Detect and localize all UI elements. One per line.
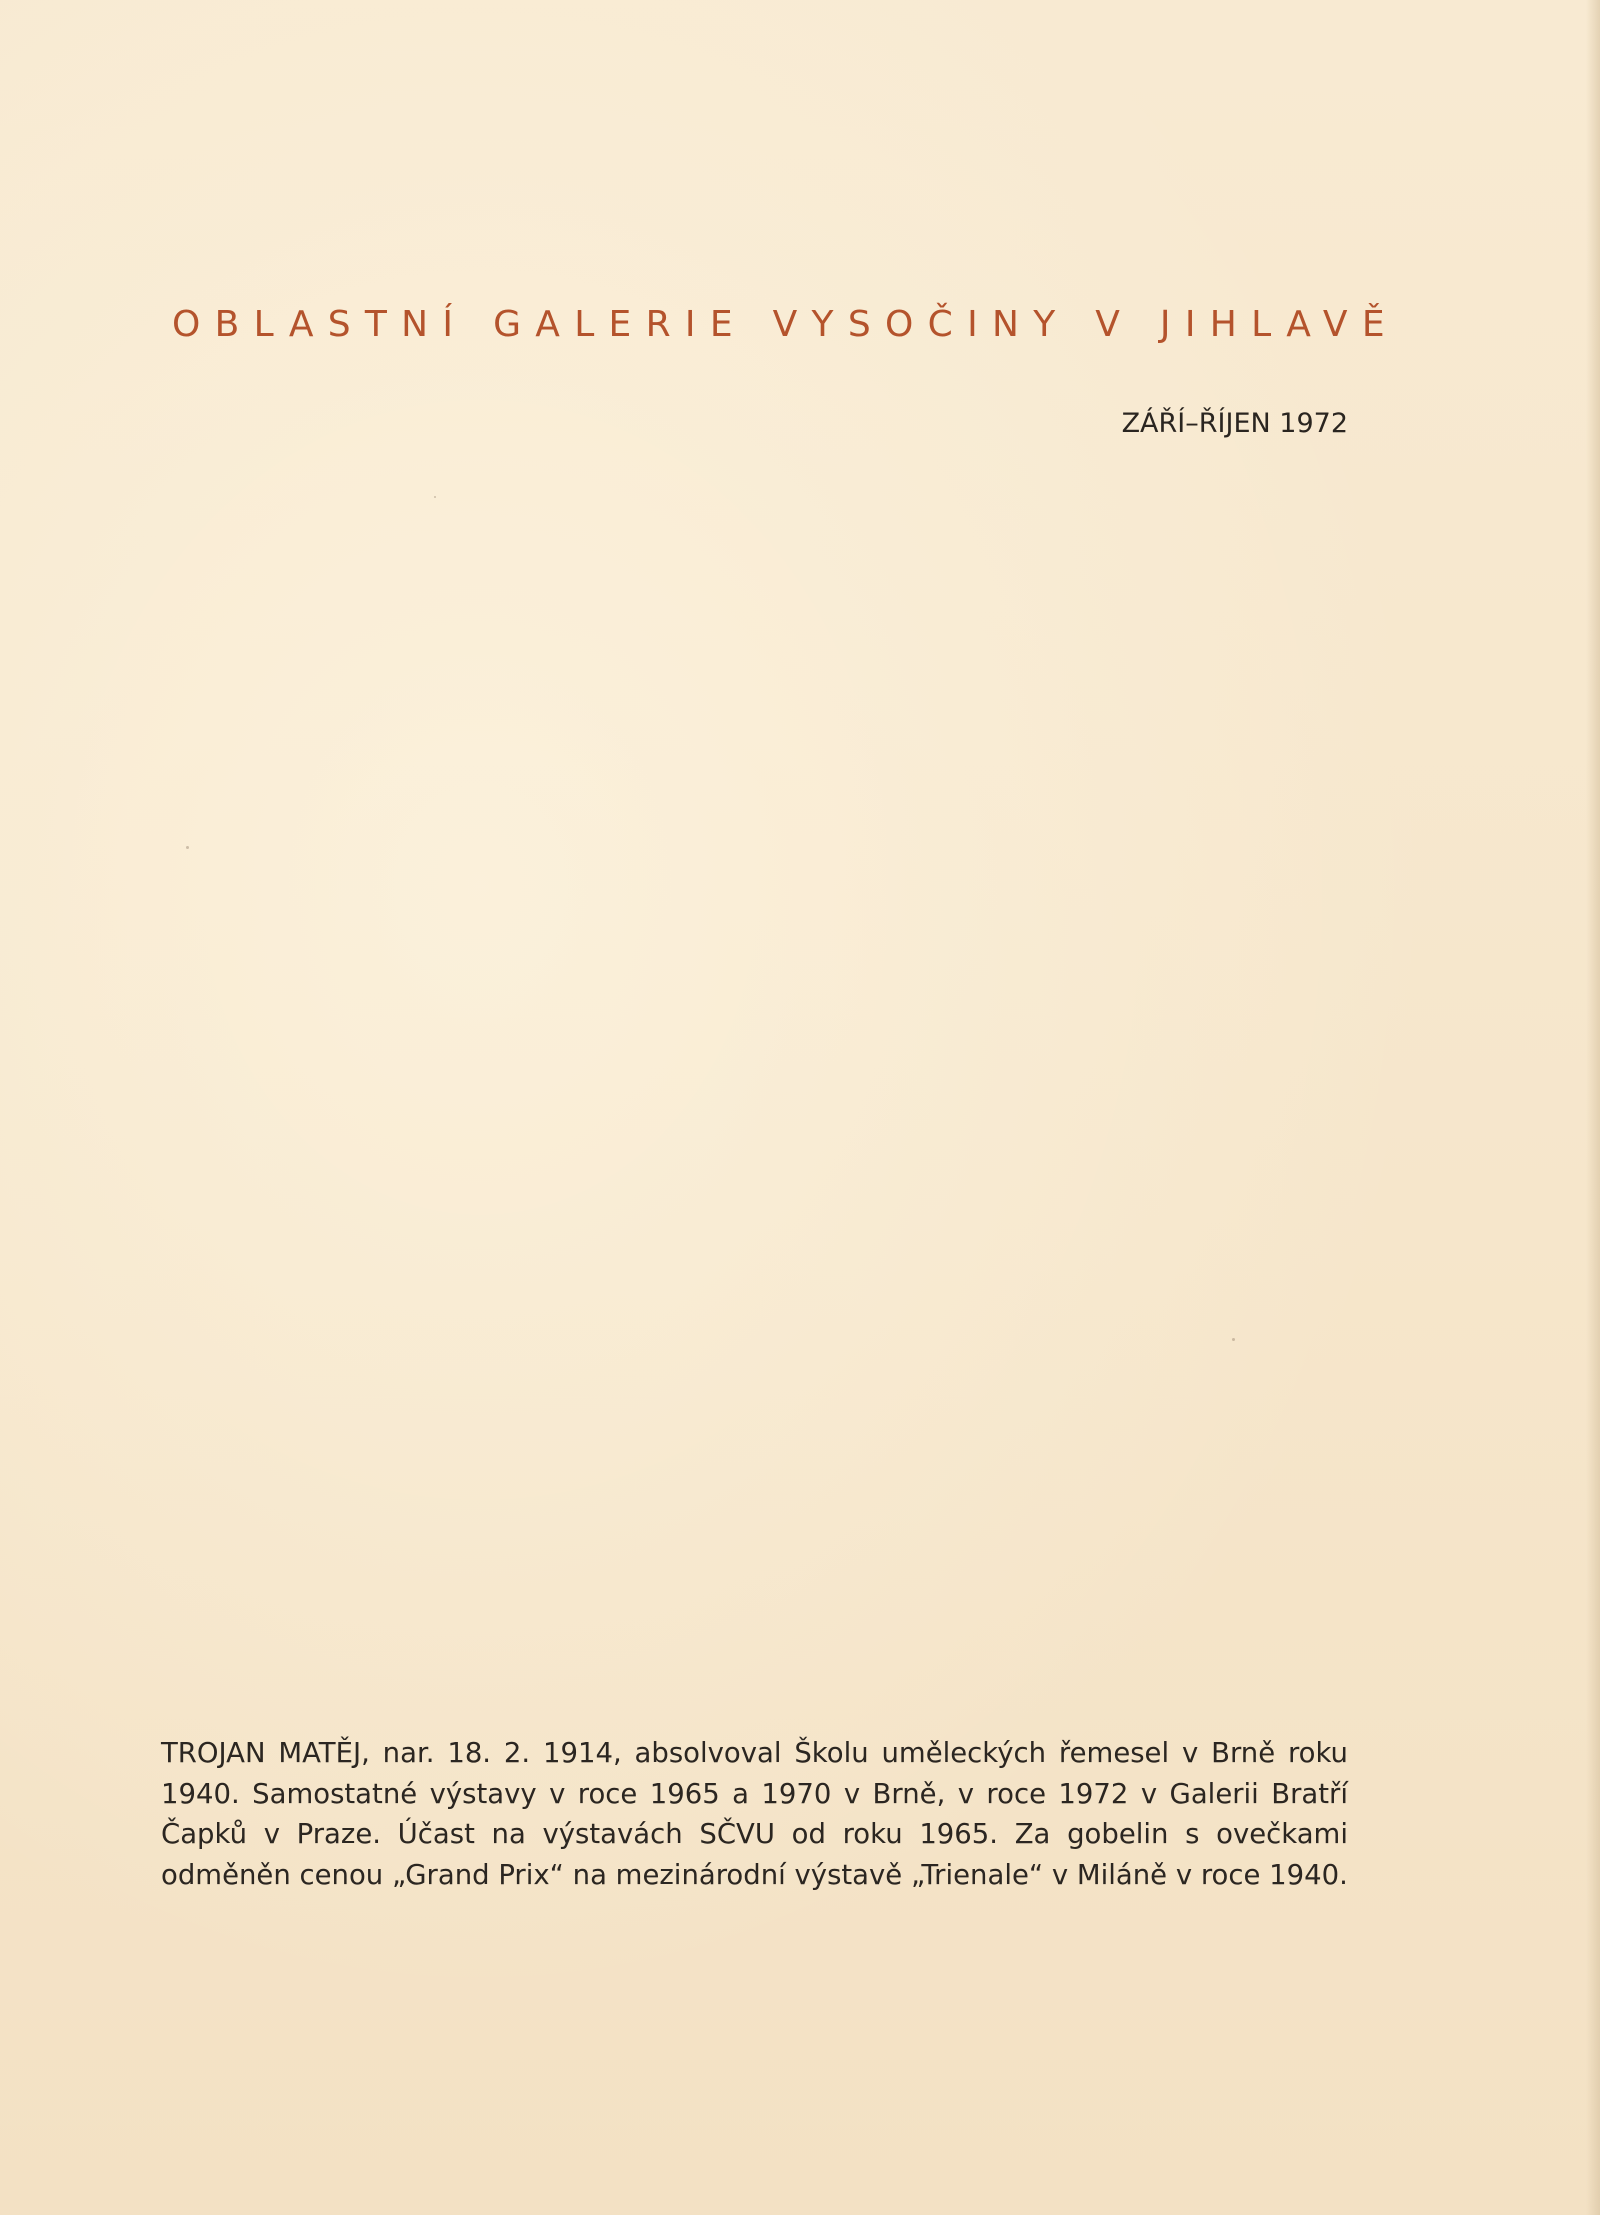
paper-speck [1232,1338,1235,1341]
exhibition-date: ZÁŘÍ–ŘÍJEN 1972 [1121,408,1348,439]
gallery-name-heading: OBLASTNÍ GALERIE VYSOČINY V JIHLAVĚ [172,304,1399,345]
paper-edge-shadow [1586,0,1600,2215]
paper-speck [434,496,436,498]
artist-biography: TROJAN MATĚJ, nar. 18. 2. 1914, absolvoval Školu uměleckých řemesel v Brně roku 1940. Samostatné výstavy v roce 1965 a 1970 v Brně, v roce 1972 v Galerii Bratří Čapků v Praze. Účast na výstavách SČVU od roku 1965. Za gobelin s ovečkami odměněn cenou „Grand Prix“ na mezinárodní výstavě „Trienale“ v Miláně v roce 1940. [161,1737,1348,1891]
paper-speck [186,846,189,849]
